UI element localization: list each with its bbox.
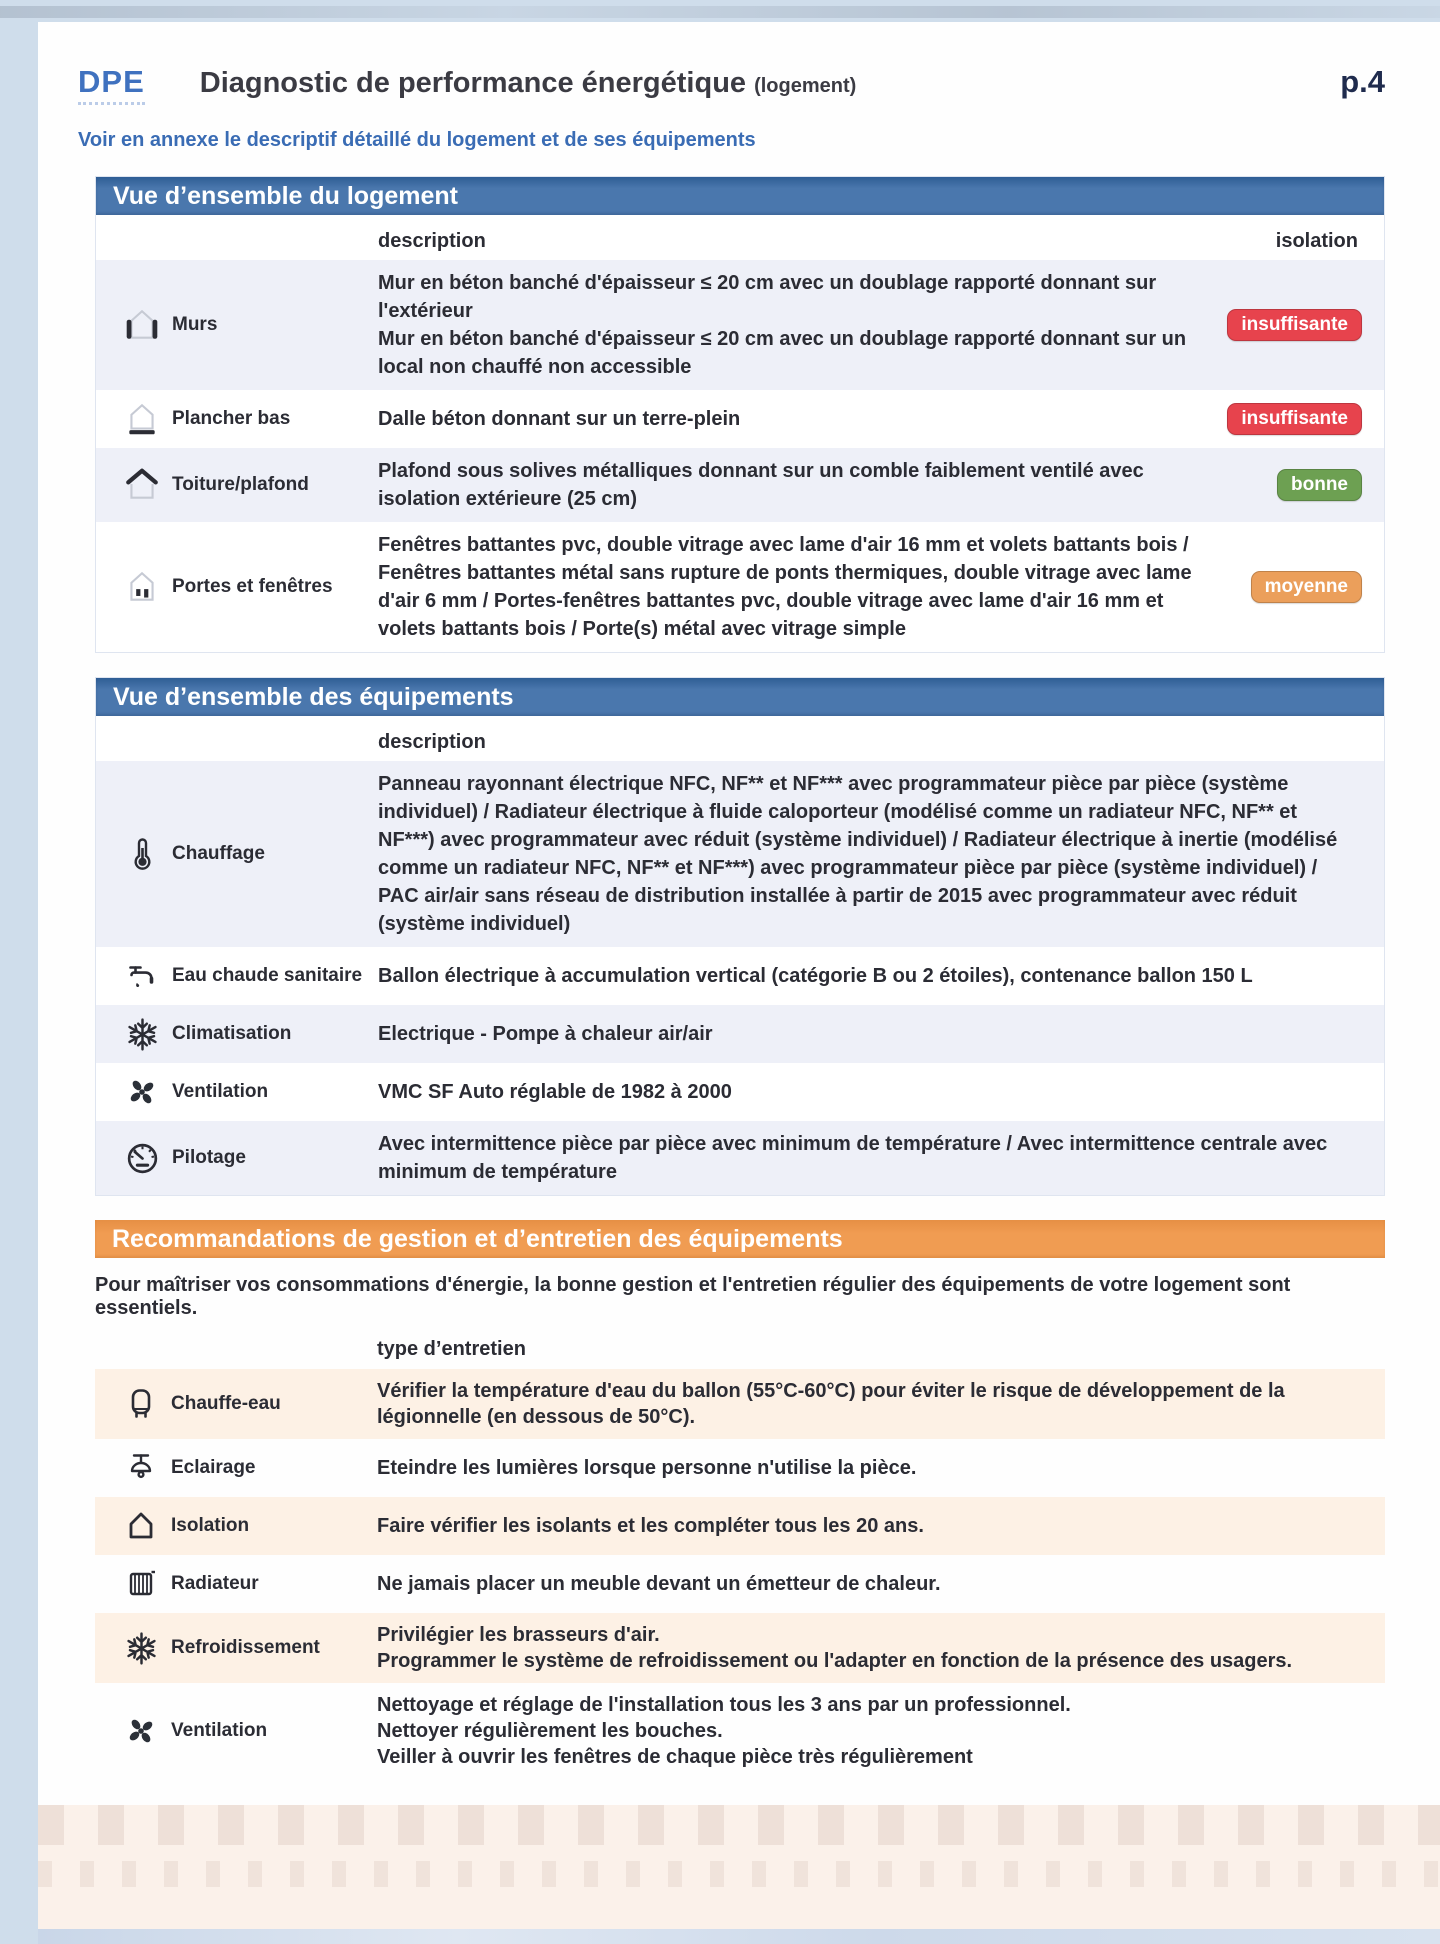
section-housing-overview: [95, 176, 1385, 653]
content-column: [95, 176, 1385, 1779]
table-row: [95, 1613, 1385, 1683]
snowflake-icon: [121, 1628, 161, 1668]
row-description: [378, 457, 1232, 513]
scan-noise-band: [38, 1805, 1440, 1845]
toiture-plafond-icon: [122, 465, 162, 505]
recommendations-intro: Pour maîtriser vos consommations d'énergie, la bonne gestion et l'entretien régulier des équipements de votre logement sont essentiels.: [95, 1274, 1291, 1319]
ceiling-lamp-icon: [121, 1448, 161, 1488]
recommendations-rows: [95, 1369, 1385, 1779]
isolation-badge: insuffisante: [1227, 403, 1362, 435]
row-label-cell: [96, 834, 378, 874]
annex-note: Voir en annexe le descriptif détaillé du logement et de ses équipements: [78, 129, 756, 151]
portes-fenetres-icon: [122, 567, 162, 607]
row-label-cell: [95, 1506, 377, 1546]
row-description: [377, 1622, 1385, 1674]
table-row: [95, 1369, 1385, 1439]
description-line: Panneau rayonnant électrique NFC, NF** et NF*** avec programmateur pièce par pièce (système: [378, 773, 1289, 795]
description-line: local non chauffé non accessible: [378, 356, 692, 378]
row-label-cell: [95, 1711, 377, 1751]
dpe-logo: DPE: [78, 64, 145, 105]
description-line: Nettoyer régulièrement les bouches.: [377, 1720, 723, 1742]
row-description: [378, 1020, 1384, 1048]
description-line: Ne jamais placer un meuble devant un émetteur de chaleur.: [377, 1573, 941, 1595]
page-number: p.4: [1340, 64, 1385, 99]
row-label: Ventilation: [171, 1720, 268, 1741]
description-line: Avec intermittence pièce par pièce avec minimum de température / Avec intermittence centrale avec: [378, 1133, 1328, 1155]
row-label: Portes et fenêtres: [172, 576, 333, 597]
row-description: [377, 1692, 1385, 1770]
row-label-cell: [95, 1448, 377, 1488]
description-line: Plafond sous solives métalliques donnant sur un comble faiblement ventilé avec: [378, 460, 1144, 482]
row-label: Climatisation: [172, 1023, 292, 1044]
table-row: [96, 260, 1384, 390]
murs-walls-icon: [122, 305, 162, 345]
row-label-cell: [95, 1384, 377, 1424]
water-heater-icon: [121, 1384, 161, 1424]
column-spacer: [95, 1338, 377, 1361]
description-line: d'air 6 mm / Portes-fenêtres battantes pvc, double vitrage avec lame d'air 16 mm et: [378, 590, 1164, 612]
section-recommendations: [95, 1220, 1385, 1779]
scan-blank-area: [38, 1805, 1440, 1944]
table-row: [96, 761, 1384, 947]
row-label: Chauffe-eau: [171, 1393, 281, 1414]
table-row: [96, 1005, 1384, 1063]
description-line: Mur en béton banché d'épaisseur ≤ 20 cm avec un doublage rapporté donnant sur un: [378, 328, 1187, 350]
description-line: Programmer le système de refroidissement ou l'adapter en fonction de la présence des usagers.: [377, 1650, 1293, 1672]
scan-noise-band: [38, 1861, 1440, 1887]
row-label-cell: [96, 465, 378, 505]
gauge-icon: [122, 1138, 162, 1178]
equipment-rows: [96, 761, 1384, 1195]
row-description: [378, 405, 1232, 433]
recommendations-column-headers: [95, 1320, 1385, 1369]
equipment-column-headers: [96, 716, 1384, 761]
row-label-cell: [96, 956, 378, 996]
table-row: [96, 947, 1384, 1005]
row-label: Murs: [172, 314, 218, 335]
row-description: [377, 1455, 1385, 1481]
description-line: minimum de température: [378, 1161, 617, 1183]
isolation-badge-cell: [1232, 403, 1384, 435]
isolation-badge: moyenne: [1251, 571, 1362, 603]
row-description: [377, 1513, 1385, 1539]
row-label-cell: [96, 1138, 378, 1178]
row-label: Eclairage: [171, 1457, 256, 1478]
description-line: Fenêtres battantes métal sans rupture de ponts thermiques, double vitrage avec lame: [378, 562, 1192, 584]
row-label: Isolation: [171, 1515, 250, 1536]
row-label: Toiture/plafond: [172, 474, 309, 495]
description-line: Dalle béton donnant sur un terre-plein: [378, 408, 741, 430]
row-description: [378, 1078, 1384, 1106]
table-row: [95, 1555, 1385, 1613]
isolation-badge: bonne: [1277, 469, 1362, 501]
table-row: [95, 1683, 1385, 1779]
description-line: Eteindre les lumières lorsque personne n'utilise la pièce.: [377, 1457, 917, 1479]
thermometer-icon: [122, 834, 162, 874]
table-row: [96, 522, 1384, 652]
fan-icon: [122, 1072, 162, 1112]
table-row: [96, 1063, 1384, 1121]
description-line: VMC SF Auto réglable de 1982 à 2000: [378, 1081, 732, 1103]
description-line: Electrique - Pompe à chaleur air/air: [378, 1023, 713, 1045]
plancher-bas-icon: [122, 399, 162, 439]
document-header: [78, 64, 1385, 105]
page-title: Diagnostic de performance énergétique: [199, 67, 747, 99]
description-line: Veiller à ouvrir les fenêtres de chaque pièce très régulièrement: [377, 1746, 973, 1768]
description-line: l'extérieur: [378, 300, 473, 322]
row-description: [378, 770, 1384, 938]
row-label-cell: [96, 399, 378, 439]
column-spacer: [96, 230, 378, 253]
description-line: NF***) avec programmateur avec réduit (système individuel) / Radiateur électrique à inertie (modélisé: [378, 829, 1338, 851]
section-equipment-title: Vue d’ensemble des équipements: [96, 678, 1384, 716]
section-equipment-overview: [95, 677, 1385, 1196]
row-label-cell: [96, 1072, 378, 1112]
row-label-cell: [96, 1014, 378, 1054]
row-label-cell: [95, 1628, 377, 1668]
isolation-badge-cell: [1232, 309, 1384, 341]
row-label: Eau chaude sanitaire: [172, 965, 363, 986]
section-housing-title: Vue d’ensemble du logement: [96, 177, 1384, 215]
table-row: [95, 1497, 1385, 1555]
column-spacer: [96, 731, 378, 754]
row-label: Plancher bas: [172, 408, 291, 429]
faucet-icon: [122, 956, 162, 996]
table-row: [96, 1121, 1384, 1195]
description-line: individuel) / Radiateur électrique à fluide caloporteur (modélisé comme un radiateur NFC, NF** et: [378, 801, 1298, 823]
row-description: [377, 1571, 1385, 1597]
row-description: [378, 962, 1384, 990]
row-description: [378, 1130, 1384, 1186]
scan-noise-band: [0, 6, 1440, 18]
row-description: [378, 531, 1232, 643]
row-label: Pilotage: [172, 1147, 246, 1168]
table-row: [95, 1439, 1385, 1497]
house-outline-icon: [121, 1506, 161, 1546]
fan-icon: [121, 1711, 161, 1751]
snowflake-icon: [122, 1014, 162, 1054]
description-line: Faire vérifier les isolants et les compléter tous les 20 ans.: [377, 1515, 924, 1537]
isolation-badge-cell: [1232, 571, 1384, 603]
row-label: Refroidissement: [171, 1637, 320, 1658]
table-row: [96, 448, 1384, 522]
isolation-badge-cell: [1232, 469, 1384, 501]
description-line: Vérifier la température d'eau du ballon (55°C-60°C) pour éviter le risque de développement de la: [377, 1380, 1285, 1402]
description-line: comme un radiateur NFC, NF** et NF***) avec programmateur pièce par pièce (système individuel) /: [378, 857, 1318, 879]
row-label-cell: [96, 567, 378, 607]
row-label: Ventilation: [172, 1081, 269, 1102]
housing-rows: [96, 260, 1384, 652]
table-row: [96, 390, 1384, 448]
row-label: Chauffage: [172, 843, 265, 864]
column-header-description: description: [378, 731, 486, 753]
radiator-icon: [121, 1564, 161, 1604]
row-label: Radiateur: [171, 1573, 259, 1594]
row-label-cell: [95, 1564, 377, 1604]
scan-edge-strip: [38, 1929, 1440, 1944]
isolation-badge: insuffisante: [1227, 309, 1362, 341]
row-description: [378, 269, 1232, 381]
page-title-suffix: (logement): [754, 75, 857, 97]
description-line: Nettoyage et réglage de l'installation tous les 3 ans par un professionnel.: [377, 1694, 1071, 1716]
row-description: [377, 1378, 1385, 1430]
housing-column-headers: [96, 215, 1384, 260]
description-line: isolation extérieure (25 cm): [378, 488, 637, 510]
description-line: Ballon électrique à accumulation vertical (catégorie B ou 2 étoiles), contenance ballon 150 L: [378, 965, 1253, 987]
section-recommendations-title: Recommandations de gestion et d’entretien des équipements: [95, 1220, 1385, 1258]
description-line: Privilégier les brasseurs d'air.: [377, 1624, 660, 1646]
description-line: Fenêtres battantes pvc, double vitrage avec lame d'air 16 mm et volets battants bois /: [378, 534, 1189, 556]
document-page: [38, 22, 1440, 1944]
description-line: PAC air/air sans réseau de distribution installée à partir de 2015 avec programmateur avec réduit: [378, 885, 1297, 907]
description-line: (système individuel): [378, 913, 571, 935]
description-line: volets battants bois / Porte(s) métal avec vitrage simple: [378, 618, 906, 640]
description-line: Mur en béton banché d'épaisseur ≤ 20 cm avec un doublage rapporté donnant sur: [378, 272, 1157, 294]
row-label-cell: [96, 305, 378, 345]
column-header-description: description: [378, 230, 486, 252]
column-header-isolation: isolation: [1275, 230, 1358, 252]
description-line: légionnelle (en dessous de 50°C).: [377, 1406, 696, 1428]
column-header-type-entretien: type d’entretien: [377, 1338, 526, 1360]
